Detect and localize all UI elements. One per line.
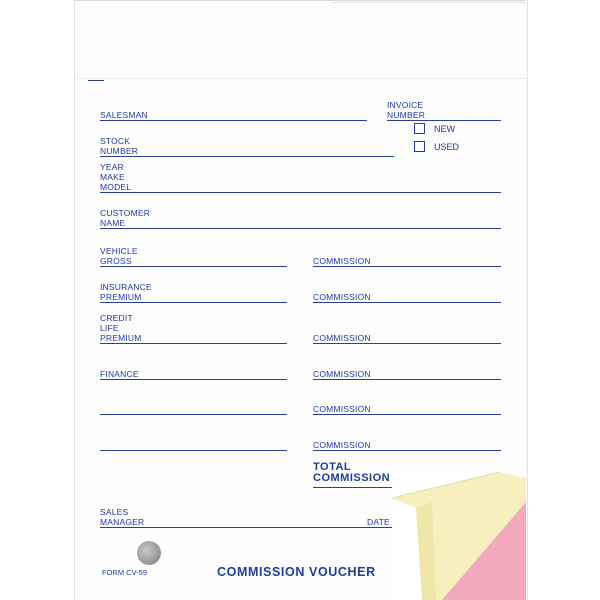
commission-field[interactable] (313, 450, 501, 451)
commission-field[interactable] (313, 266, 501, 267)
used-checkbox[interactable] (414, 141, 425, 152)
credit-life-premium-label: CREDIT LIFE PREMIUM (100, 313, 142, 343)
finance-field[interactable] (100, 379, 287, 380)
insurance-premium-label: INSURANCE PREMIUM (100, 282, 152, 302)
total-commission-label: TOTAL COMMISSION (313, 461, 391, 484)
carbonless-copies (392, 468, 526, 600)
commission-field[interactable] (313, 302, 501, 303)
binder-hole (137, 541, 161, 565)
salesman-label: SALESMAN (100, 110, 148, 120)
commission-label: COMMISSION (313, 292, 371, 302)
salesman-field[interactable] (100, 120, 367, 121)
commission-field[interactable] (313, 379, 501, 380)
year-make-model-field[interactable] (100, 192, 501, 193)
invoice-number-label: INVOICE NUMBER (387, 100, 426, 120)
stub-rule (88, 80, 104, 81)
sales-manager-field[interactable] (100, 527, 396, 528)
customer-name-field[interactable] (100, 228, 501, 229)
invoice-number-field[interactable] (387, 120, 501, 121)
customer-name-label: CUSTOMER NAME (100, 208, 151, 228)
perforation-line (74, 78, 526, 79)
new-checkbox[interactable] (414, 123, 425, 134)
commission-field[interactable] (313, 343, 501, 344)
year-make-model-label: YEAR MAKE MODEL (100, 162, 132, 192)
insurance-premium-field[interactable] (100, 302, 287, 303)
stub-rule (74, 0, 526, 1)
stub-rule (330, 2, 526, 3)
date-label: DATE (367, 517, 390, 527)
vehicle-gross-label: VEHICLE GROSS (100, 246, 138, 266)
new-label: NEW (434, 124, 455, 134)
used-label: USED (434, 142, 460, 152)
commission-label: COMMISSION (313, 333, 371, 343)
commission-label: COMMISSION (313, 440, 371, 450)
vehicle-gross-field[interactable] (100, 266, 287, 267)
finance-label: FINANCE (100, 369, 139, 379)
stock-number-field[interactable] (100, 156, 394, 157)
commission-label: COMMISSION (313, 369, 371, 379)
commission-label: COMMISSION (313, 256, 371, 266)
form-title: COMMISSION VOUCHER (217, 565, 376, 579)
stock-number-label: STOCK NUMBER (100, 136, 139, 156)
blank-field[interactable] (100, 414, 287, 415)
commission-field[interactable] (313, 414, 501, 415)
credit-life-premium-field[interactable] (100, 343, 287, 344)
sales-manager-label: SALES MANAGER (100, 507, 145, 527)
commission-label: COMMISSION (313, 404, 371, 414)
blank-field[interactable] (100, 450, 287, 451)
form-number: FORM CV-59 (102, 568, 148, 577)
